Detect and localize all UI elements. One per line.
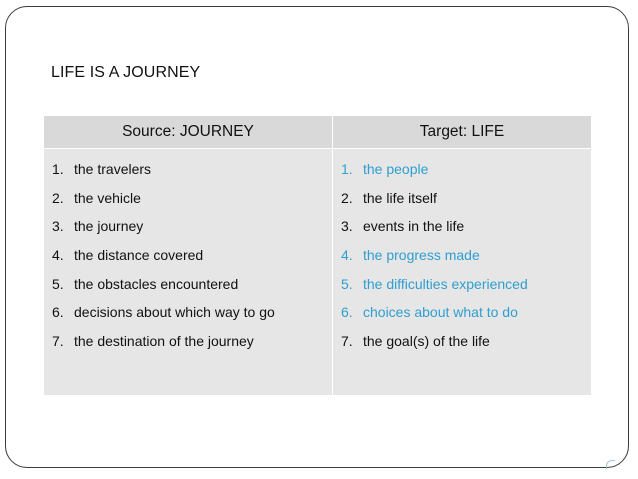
- list-item: [44, 269, 332, 298]
- corner-decoration: [606, 460, 615, 469]
- item-number: 3.: [341, 218, 353, 235]
- list-item: [333, 241, 591, 270]
- item-number: 1.: [341, 161, 353, 178]
- item-number: 2.: [52, 189, 64, 206]
- list-item: [333, 327, 591, 356]
- slide-title: LIFE IS A JOURNEY: [51, 64, 201, 81]
- item-text: choices about what to do: [363, 304, 518, 321]
- item-text: the life itself: [363, 189, 437, 206]
- target-list: [333, 149, 591, 355]
- source-column: [44, 149, 333, 395]
- item-number: 5.: [52, 275, 64, 292]
- list-item: [333, 212, 591, 241]
- item-text: the distance covered: [74, 247, 204, 264]
- item-text: the travelers: [74, 161, 152, 178]
- list-item: [333, 269, 591, 298]
- item-text: the people: [363, 161, 429, 178]
- list-item: [44, 184, 332, 213]
- list-item: [44, 212, 332, 241]
- list-item: [333, 184, 591, 213]
- item-text: the progress made: [363, 247, 480, 264]
- list-item: [44, 155, 332, 184]
- item-number: 4.: [52, 247, 64, 264]
- list-item: [44, 241, 332, 270]
- header-target: Target: LIFE: [419, 123, 505, 140]
- list-item: [44, 327, 332, 356]
- item-text: the vehicle: [74, 189, 141, 206]
- item-number: 2.: [341, 189, 353, 206]
- item-text: decisions about which way to go: [74, 304, 275, 321]
- item-number: 6.: [341, 304, 353, 321]
- item-text: the difficulties experienced: [363, 275, 528, 292]
- item-number: 4.: [341, 247, 353, 264]
- target-column: [333, 149, 591, 395]
- list-item: [333, 298, 591, 327]
- item-number: 6.: [52, 304, 64, 321]
- table-body: [44, 149, 591, 395]
- item-number: 3.: [52, 218, 64, 235]
- item-number: 5.: [341, 275, 353, 292]
- source-list: [44, 149, 332, 355]
- table-header-row: [44, 116, 591, 149]
- item-number: 7.: [52, 332, 64, 349]
- header-source: Source: JOURNEY: [44, 116, 333, 148]
- item-text: the goal(s) of the life: [363, 332, 490, 349]
- item-number: 1.: [52, 161, 64, 178]
- item-number: 7.: [341, 332, 353, 349]
- item-text: the journey: [74, 218, 144, 235]
- mapping-table: [44, 116, 591, 395]
- list-item: [44, 298, 332, 327]
- item-text: the destination of the journey: [74, 332, 254, 349]
- list-item: [333, 155, 591, 184]
- item-text: events in the life: [363, 218, 465, 235]
- item-text: the obstacles encountered: [74, 275, 239, 292]
